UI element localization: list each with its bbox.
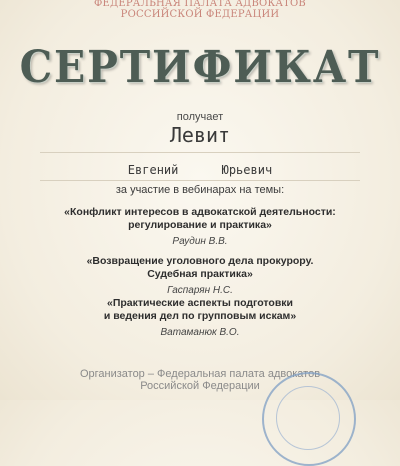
recipient-patronymic: Юрьевич [221, 163, 273, 177]
organization-header [0, 0, 400, 20]
webinar-topic-line: «Практические аспекты подготовки [107, 297, 293, 309]
webinar-topic-line: и ведения дел по групповым искам» [103, 310, 297, 322]
recipient-first-name: Евгений [127, 163, 179, 177]
webinar-topic-line: регулирование и практика» [128, 219, 272, 231]
webinar-item [0, 297, 400, 338]
organization-header-line-1: ФЕДЕРАЛЬНАЯ ПАЛАТА АДВОКАТОВ [94, 0, 306, 9]
webinar-topic-line: «Возвращение уголовного дела прокурору. [86, 255, 314, 267]
webinar-speaker: Раудин В.В. [172, 236, 228, 247]
webinar-speaker: Гаспарян Н.С. [167, 285, 233, 296]
name-underline [40, 180, 360, 181]
webinar-item [0, 206, 400, 247]
surname-underline [40, 152, 360, 153]
receives-label: получает [176, 111, 224, 123]
participation-text: за участие в вебинарах на темы: [115, 184, 285, 196]
certificate-title: СЕРТИФИКАТ [19, 42, 381, 93]
webinar-topic-line: Судебная практика» [147, 268, 253, 280]
webinar-speaker: Ватаманюк В.О. [160, 327, 240, 338]
organization-header-line-2: РОССИЙСКОЙ ФЕДЕРАЦИИ [120, 9, 280, 20]
stamp-seal-inner [276, 386, 340, 450]
webinar-item [0, 255, 400, 296]
recipient-surname: Левит [169, 123, 231, 147]
recipient-name-row [0, 163, 400, 177]
webinar-topic-line: «Конфликт интересов в адвокатской деятельности: [64, 206, 336, 218]
organizer-line-2: Российской Федерации [140, 380, 260, 392]
organizer-line-1: Организатор – Федеральная палата адвокатов [79, 368, 321, 380]
